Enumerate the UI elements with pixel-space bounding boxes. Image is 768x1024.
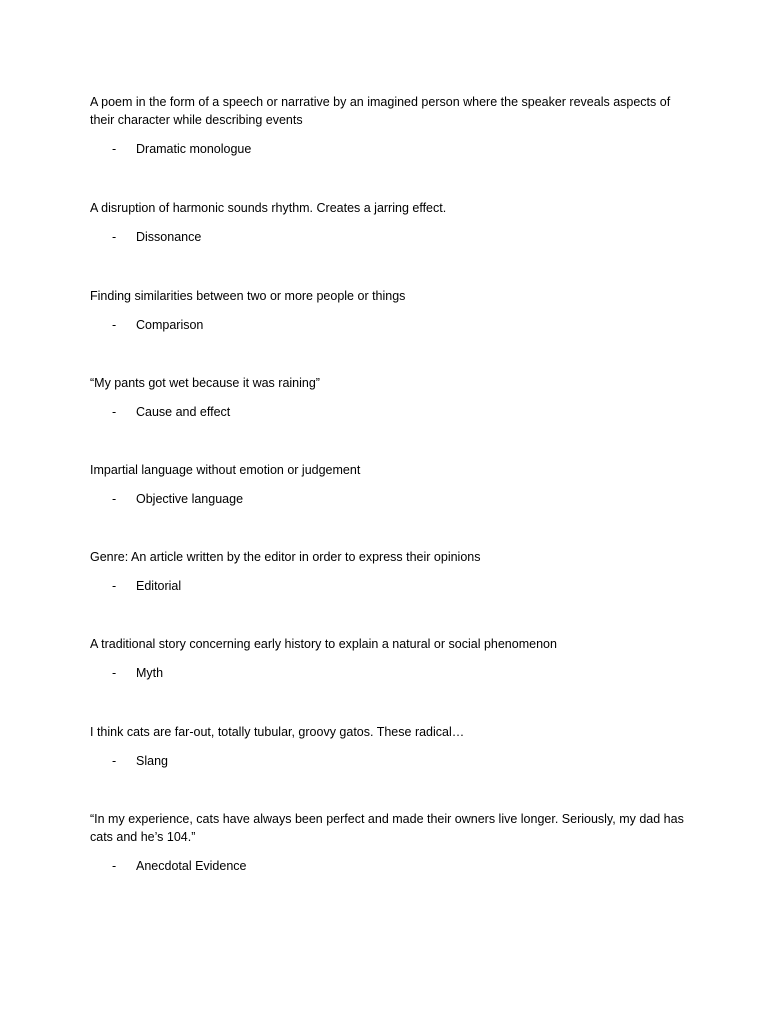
definition-entry — [90, 635, 690, 682]
dash-bullet: - — [112, 405, 117, 419]
definition-entry — [90, 723, 690, 770]
definition-entry — [90, 461, 690, 508]
answer-term: Slang — [136, 754, 168, 768]
answer-term: Dissonance — [136, 230, 202, 244]
definition-prompt: A poem in the form of a speech or narrative by an imagined person where the speaker reveals aspects of their character while describing events — [90, 95, 671, 127]
answer-term: Comparison — [136, 318, 204, 332]
definition-prompt: A disruption of harmonic sounds rhythm. Creates a jarring effect. — [90, 201, 447, 215]
answer-term: Editorial — [136, 579, 182, 593]
definition-entry — [90, 287, 690, 334]
answer-row — [90, 403, 690, 421]
definition-prompt: “My pants got wet because it was raining” — [90, 376, 320, 390]
answer-term: Cause and effect — [136, 405, 231, 419]
answer-row — [90, 140, 690, 158]
answer-row — [90, 577, 690, 595]
answer-term: Dramatic monologue — [136, 142, 252, 156]
answer-row — [90, 316, 690, 334]
answer-term: Anecdotal Evidence — [136, 859, 247, 873]
definition-entry — [90, 810, 690, 875]
definition-entry — [90, 199, 690, 246]
answer-row — [90, 228, 690, 246]
dash-bullet: - — [112, 666, 117, 680]
dash-bullet: - — [112, 142, 117, 156]
definition-entry — [90, 374, 690, 421]
definition-prompt: “In my experience, cats have always been perfect and made their owners live longer. Seriously, my dad has cats and he’s 104.” — [90, 812, 684, 844]
dash-bullet: - — [112, 579, 117, 593]
definition-prompt: Finding similarities between two or more people or things — [90, 289, 406, 303]
definition-entry — [90, 93, 690, 158]
answer-row — [90, 490, 690, 508]
definition-prompt: Genre: An article written by the editor in order to express their opinions — [90, 550, 481, 564]
definition-entry — [90, 548, 690, 595]
definition-prompt: I think cats are far-out, totally tubular, groovy gatos. These radical… — [90, 725, 465, 739]
dash-bullet: - — [112, 318, 117, 332]
dash-bullet: - — [112, 859, 117, 873]
answer-row — [90, 664, 690, 682]
answer-row — [90, 857, 690, 875]
definition-prompt: Impartial language without emotion or judgement — [90, 463, 361, 477]
dash-bullet: - — [112, 230, 117, 244]
dash-bullet: - — [112, 492, 117, 506]
dash-bullet: - — [112, 754, 117, 768]
definition-prompt: A traditional story concerning early history to explain a natural or social phenomenon — [90, 637, 557, 651]
answer-term: Objective language — [136, 492, 244, 506]
answer-row — [90, 752, 690, 770]
answer-term: Myth — [136, 666, 164, 680]
